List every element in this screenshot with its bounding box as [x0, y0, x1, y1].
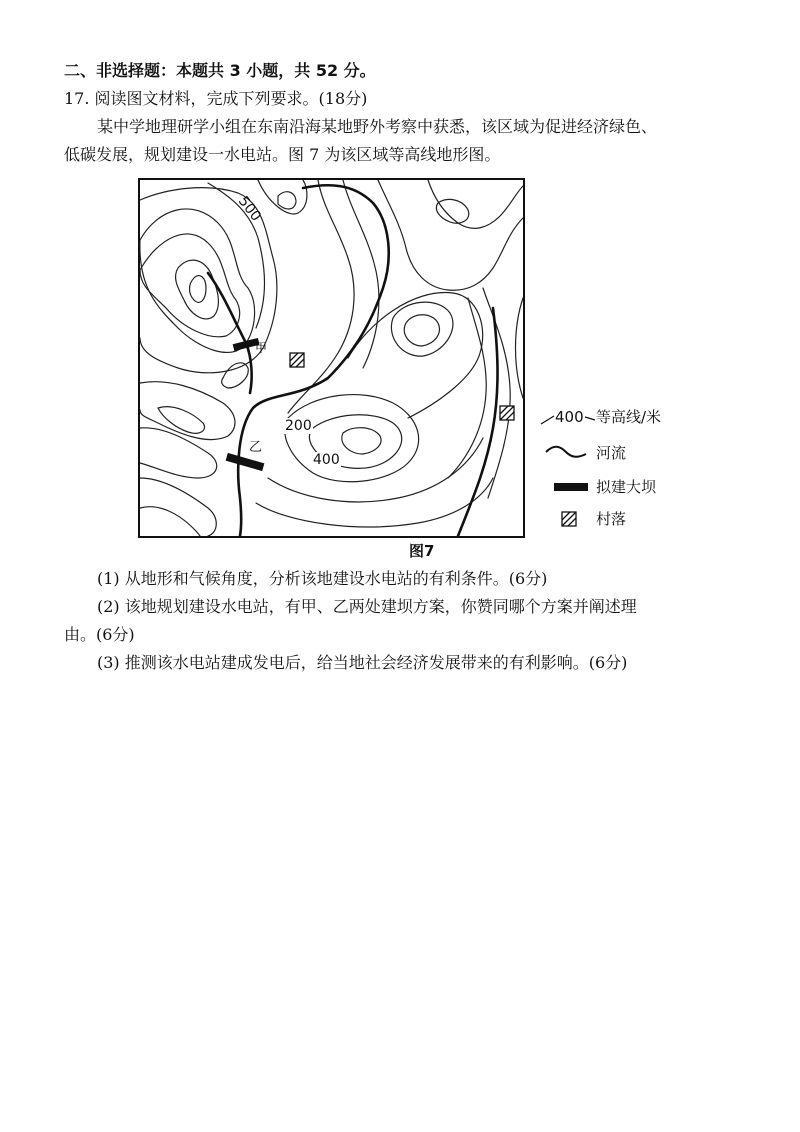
river-icon — [544, 442, 588, 464]
contour-label-200: 200 — [285, 418, 312, 434]
legend-river-text: 河流 — [596, 444, 627, 462]
contour-map-drawing — [138, 178, 525, 538]
contour-label-400: 400 — [313, 452, 340, 468]
question-title: 17. 阅读图文材料，完成下列要求。(18分) — [64, 89, 368, 108]
dam-icon — [554, 476, 590, 498]
sub-question-2-line-1: (2) 该地规划建设水电站，有甲、乙两处建坝方案，你赞同哪个方案并阐述理 — [97, 597, 637, 616]
question-intro-line-2: 低碳发展，规划建设一水电站。图 7 为该区域等高线地形图。 — [64, 145, 501, 164]
contour-map — [138, 178, 525, 538]
legend-contour-value: 400 — [555, 408, 584, 426]
contour-line-icon — [540, 406, 556, 428]
question-intro-line-1: 某中学地理研学小组在东南沿海某地野外考察中获悉，该区域为促进经济绿色、 — [97, 117, 658, 136]
section-heading: 二、非选择题：本题共 3 小题，共 52 分。 — [64, 61, 376, 80]
site-label-jia: 甲 — [255, 341, 268, 355]
contour-label-500: 500 — [234, 193, 264, 225]
legend-dam-text: 拟建大坝 — [596, 478, 657, 496]
site-label-yi: 乙 — [249, 440, 263, 455]
figure-caption: 图7 — [409, 542, 435, 560]
legend-village-text: 村落 — [596, 510, 627, 528]
legend-contour-text: 等高线/米 — [596, 408, 662, 426]
map-legend — [540, 400, 700, 540]
village-icon — [560, 508, 580, 530]
sub-question-2-line-2: 由。(6分) — [64, 625, 135, 644]
sub-question-1: (1) 从地形和气候角度，分析该地建设水电站的有利条件。(6分) — [97, 569, 548, 588]
sub-question-3: (3) 推测该水电站建成发电后，给当地社会经济发展带来的有利影响。(6分) — [97, 653, 628, 672]
contour-line-tail-icon — [584, 406, 596, 428]
